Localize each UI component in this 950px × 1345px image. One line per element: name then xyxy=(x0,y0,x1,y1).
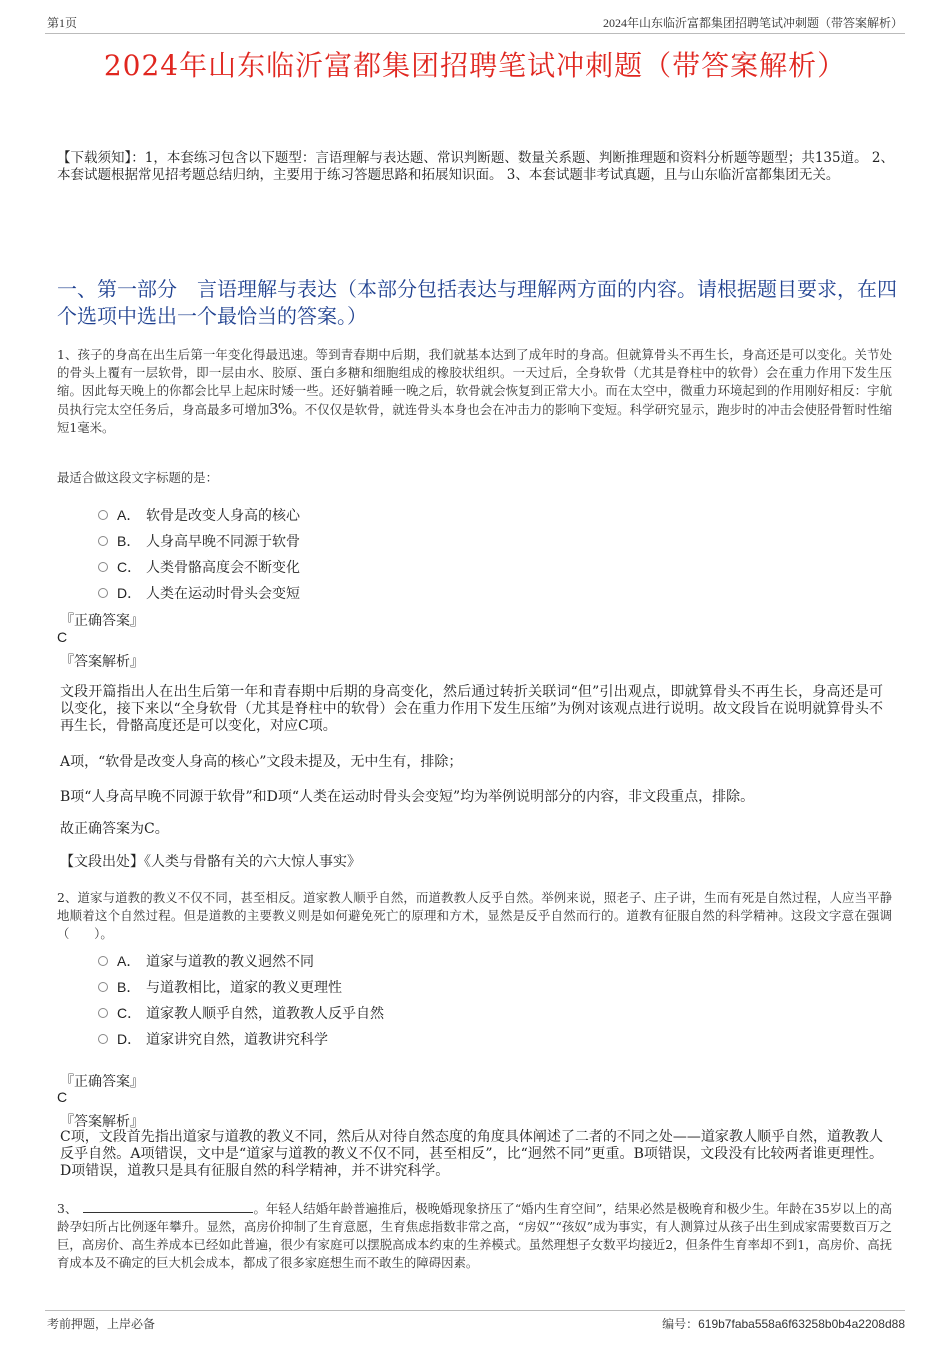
q2-option-c[interactable] xyxy=(98,1003,384,1023)
radio-icon[interactable] xyxy=(98,1008,108,1018)
radio-icon[interactable] xyxy=(98,510,108,520)
question-1-stem-a: 1、孩子的身高在出生后第一年变化得最迅速。等到青春期中后期，我们就基本达到了成年时的身高。但就算骨头不再生长，身高还是可以变化。关节处的骨头上覆有一层软骨，即一层由水、胶原、蛋白多糖和细胞组成的橡胶状组织。一天过后，全身软骨（尤其是脊柱中的软骨）会在重力作用下发生压缩。因此每天晚上的你都会比早上起床时矮一些。还好躺着睡一晚之后，软骨就会恢复到正常大小。而在太空中，微重力环境起到的作用刚好相反：宇航员执行完太空任务后，身高最多可增加 xyxy=(57,347,892,417)
q1-answer-label: 『正确答案』 xyxy=(60,613,144,629)
q2-answer: C xyxy=(57,1089,68,1105)
q2-analysis-label: 『答案解析』 xyxy=(60,1114,144,1130)
radio-icon[interactable] xyxy=(98,956,108,966)
q1-source: 【文段出处】《人类与骨骼有关的六大惊人事实》 xyxy=(60,854,361,870)
q1-analysis-label: 『答案解析』 xyxy=(60,654,144,670)
option-letter: C． xyxy=(117,1005,142,1021)
page-title: 2024年山东临沂富都集团招聘笔试冲刺题（带答案解析） xyxy=(103,49,847,82)
q1-option-d[interactable] xyxy=(98,583,300,603)
download-notice: 【下载须知】：1，本套练习包含以下题型：言语理解与表达题、常识判断题、数量关系题、判断推理题和资料分析题等题型；共135道。 2、本套试题根据常见招考题总结归纳，主要用于练习答题思路和拓展知识面。 3、本套试题非考试真题，且与山东临沂富都集团无关。 xyxy=(57,150,894,183)
q2-analysis: C项，文段首先指出道家与道教的教义不同，然后从对待自然态度的角度具体阐述了二者的不同之处——道家教人顺乎自然，道教教人反乎自然。A项错误，文中是“道家与道教的教义不仅不同，甚至相反”，比“迥然不同”更重。B项错误，文段没有比较两者谁更理性。D项错误，道教只是具有征服自然的科学精神，并不讲究科学。 xyxy=(60,1129,883,1179)
option-text: 道家与道教的教义迥然不同 xyxy=(146,954,314,970)
footer-divider xyxy=(45,1310,905,1311)
radio-icon[interactable] xyxy=(98,536,108,546)
question-1-stem xyxy=(57,346,892,437)
footer-code-value: 619b7faba558a6f63258b0b4a2208d88 xyxy=(698,1317,905,1331)
question-3-text: 。年轻人结婚年龄普遍推后，极晚婚现象挤压了“婚内生育空间”，结果必然是极晚育和极少生。年龄在35岁以上的高龄孕妇所占比例逐年攀升。显然，高房价抑制了生育意愿，生育焦虑指数非常之高，“房奴”“孩奴”成为事实，有人测算过从孩子出生到成家需要数百万之巨，高房价、高生养成本已经如此普遍，很少有家庭可以摆脱高成本约束的生养模式。虽然理想子女数平均接近2，但条件生育率却不到1，高房价、高抚育成本及不确定的巨大机会成本，都成了很多家庭想生而不敢生的障碍因素。 xyxy=(57,1201,892,1270)
footer-code xyxy=(662,1315,905,1332)
option-text: 人类在运动时骨头会变短 xyxy=(146,586,300,602)
q2-option-a[interactable] xyxy=(98,951,314,971)
q1-analysis-1: 文段开篇指出人在出生后第一年和青春期中后期的身高变化，然后通过转折关联词“但”引出观点，即就算骨头不再生长，身高还是可以变化，接下来以“全身软骨（尤其是脊柱中的软骨）会在重力作用下发生压缩”为例对该观点进行说明。故文段旨在说明就算骨头不再生长，骨骼高度还是可以变化，对应C项。 xyxy=(60,684,883,734)
radio-icon[interactable] xyxy=(98,982,108,992)
option-text: 软骨是改变人身高的核心 xyxy=(146,508,300,524)
option-text: 人类骨骼高度会不断变化 xyxy=(146,560,300,576)
option-letter: D． xyxy=(117,585,142,601)
radio-icon[interactable] xyxy=(98,588,108,598)
q2-option-b[interactable] xyxy=(98,977,342,997)
q1-option-b[interactable] xyxy=(98,531,300,551)
q1-option-c[interactable] xyxy=(98,557,300,577)
q1-analysis-2: A项，“软骨是改变人身高的核心”文段未提及，无中生有，排除； xyxy=(60,754,463,770)
option-letter: A． xyxy=(117,507,141,523)
page-number: 第1页 xyxy=(47,16,78,30)
footer-slogan: 考前押题，上岸必备 xyxy=(47,1317,156,1331)
fill-blank[interactable] xyxy=(83,1200,253,1213)
question-3-number: 3、 xyxy=(57,1201,78,1216)
percent-figure: 3% xyxy=(269,399,293,418)
question-1-prompt: 最适合做这段文字标题的是： xyxy=(57,470,219,485)
option-letter: A． xyxy=(117,953,141,969)
q1-option-a[interactable] xyxy=(98,505,300,525)
option-text: 道家讲究自然，道教讲究科学 xyxy=(146,1032,328,1048)
radio-icon[interactable] xyxy=(98,1034,108,1044)
question-3-stem xyxy=(57,1200,892,1272)
running-header-title: 2024年山东临沂富都集团招聘笔试冲刺题（带答案解析） xyxy=(602,16,903,30)
q1-answer: C xyxy=(57,629,68,645)
section-heading: 一、第一部分 言语理解与表达（本部分包括表达与理解两方面的内容。请根据题目要求，在四个选项中选出一个最恰当的答案。） xyxy=(57,277,897,328)
option-text: 与道教相比，道家的教义更理性 xyxy=(146,980,342,996)
option-text: 道家教人顺乎自然，道教教人反乎自然 xyxy=(146,1006,384,1022)
option-letter: D． xyxy=(117,1031,142,1047)
q2-answer-label: 『正确答案』 xyxy=(60,1074,144,1090)
option-letter: B． xyxy=(117,979,141,995)
question-1-stem-b: 。不仅仅是软骨，就连骨头本身也会在冲击力的影响下变短。科学研究显示，跑步时的冲击会使胫骨暂时性缩短1毫米。 xyxy=(57,402,893,435)
radio-icon[interactable] xyxy=(98,562,108,572)
footer-code-label: 编号： xyxy=(662,1317,699,1331)
option-letter: C． xyxy=(117,559,142,575)
option-letter: B． xyxy=(117,533,141,549)
q2-option-d[interactable] xyxy=(98,1029,328,1049)
option-text: 人身高早晚不同源于软骨 xyxy=(146,534,300,550)
question-2-stem: 2、道家与道教的教义不仅不同，甚至相反。道家教人顺乎自然，而道教教人反乎自然。举例来说，照老子、庄子讲，生而有死是自然过程，人应当平静地顺着这个自然过程。但是道教的主要教义则是如何避免死亡的原理和方术，显然是反乎自然而行的。道教有征服自然的科学精神。这段文字意在强调（ ）。 xyxy=(57,890,892,941)
q1-analysis-3: B项“人身高早晚不同源于软骨”和D项“人类在运动时骨头会变短”均为举例说明部分的内容，非文段重点，排除。 xyxy=(60,789,755,805)
q1-analysis-4: 故正确答案为C。 xyxy=(60,821,169,837)
header-divider xyxy=(45,33,905,34)
